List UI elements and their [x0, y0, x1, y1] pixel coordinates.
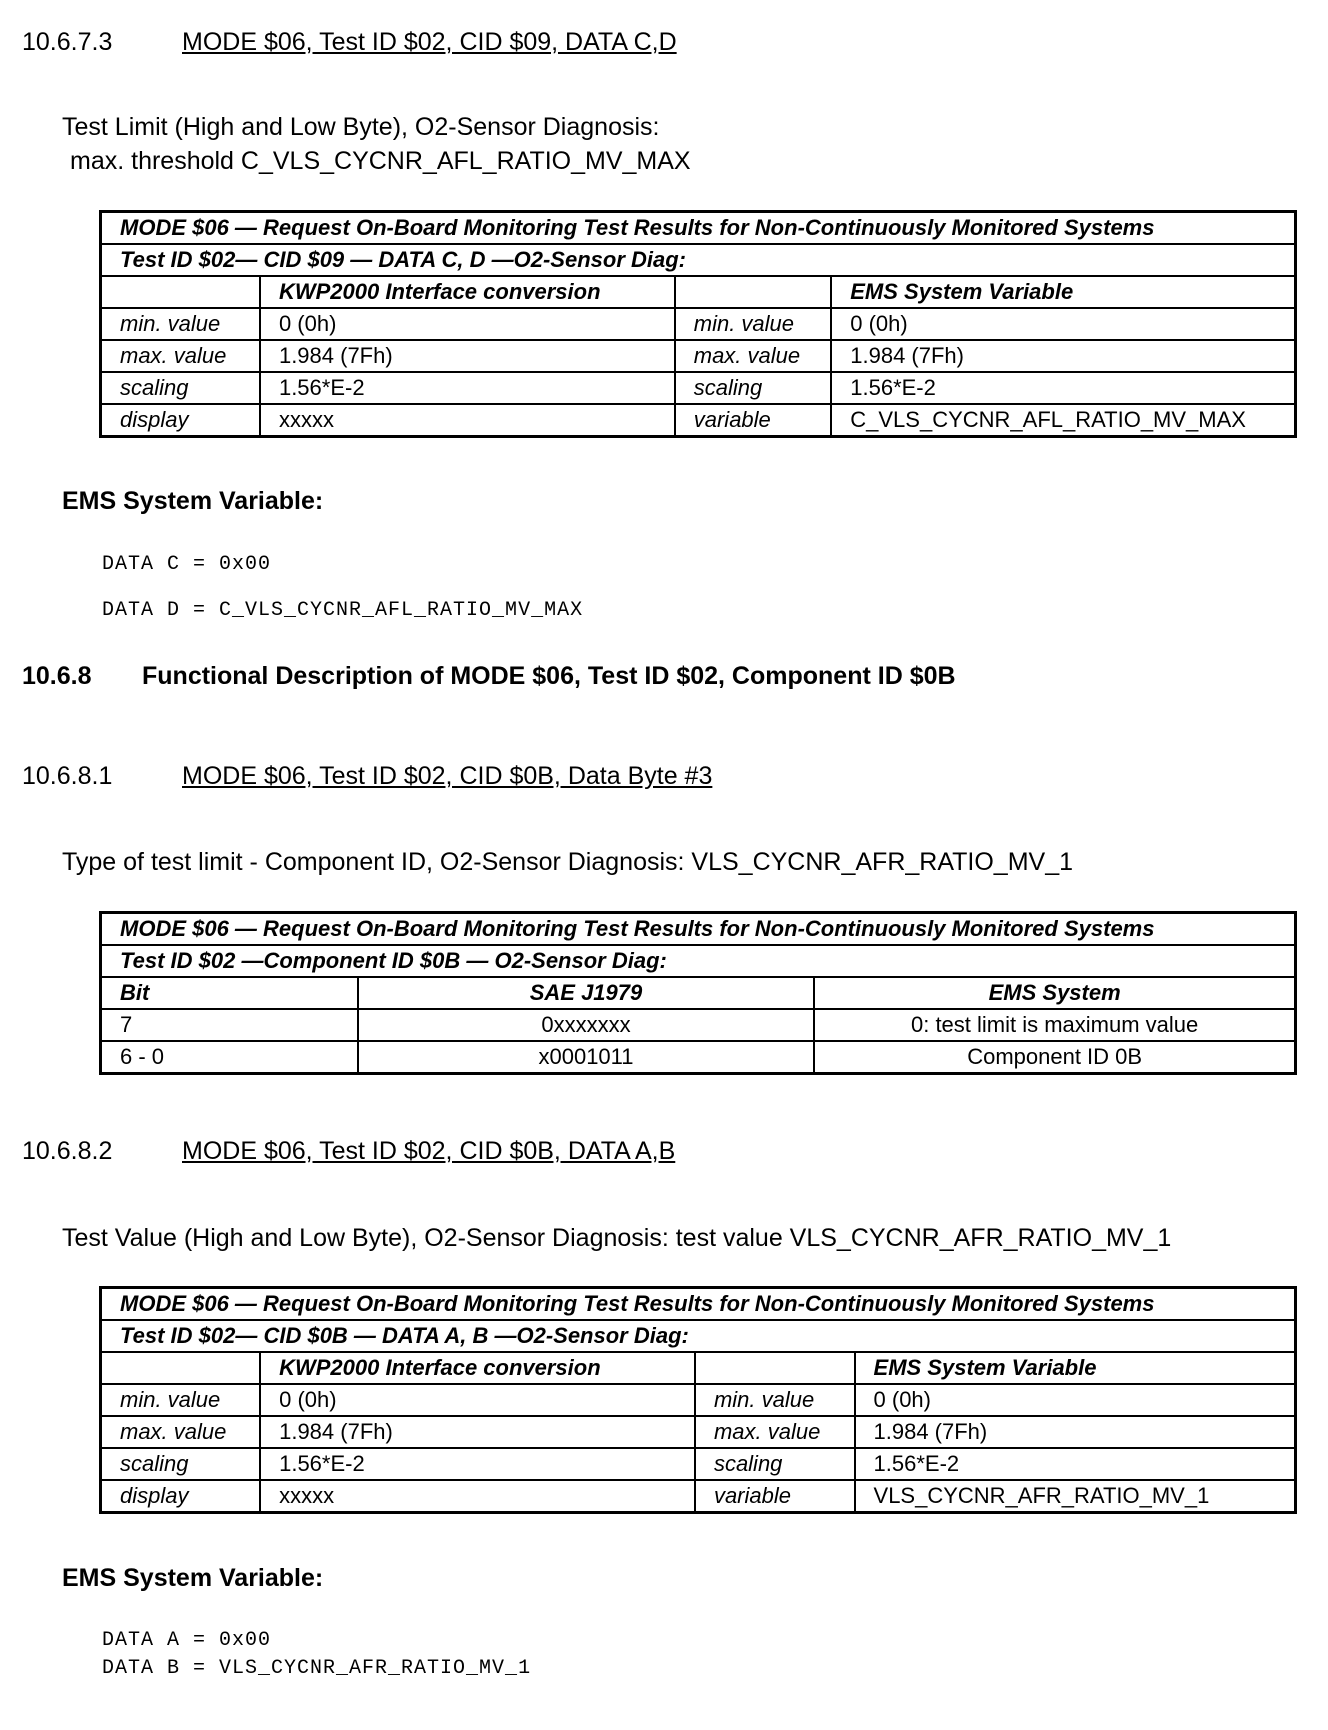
row-label: scaling: [101, 372, 260, 404]
row-value: 0 (0h): [260, 308, 675, 340]
row-value: 0 (0h): [831, 308, 1295, 340]
table-row: [101, 308, 1296, 340]
section-paragraph: Test Value (High and Low Byte), O2-Sensor Diagnosis: test value VLS_CYCNR_AFR_RATIO_MV_1: [62, 1224, 1172, 1252]
section-heading-10-6-8-2: [22, 1137, 675, 1166]
section-title: MODE $06, Test ID $02, CID $0B, Data Byte #3: [182, 762, 713, 790]
section-number: 10.6.8: [22, 662, 92, 690]
row-value: 1.56*E-2: [855, 1448, 1296, 1480]
row-value: 1.56*E-2: [831, 372, 1295, 404]
table-row: [101, 372, 1296, 404]
row-value: 1.56*E-2: [260, 372, 675, 404]
table-subtitle: Test ID $02— CID $0B — DATA A, B —O2-Sensor Diag:: [101, 1320, 1296, 1352]
column-header-ems: EMS System Variable: [831, 276, 1295, 308]
row-label: min. value: [101, 1384, 261, 1416]
row-label: display: [101, 404, 260, 437]
row-value: 0 (0h): [260, 1384, 695, 1416]
column-header-sae: SAE J1979: [358, 977, 815, 1009]
row-label: max. value: [675, 340, 832, 372]
table-row: [101, 1009, 1296, 1041]
row-label: max. value: [695, 1416, 855, 1448]
row-label: variable: [695, 1480, 855, 1513]
row-label: min. value: [675, 308, 832, 340]
row-value: C_VLS_CYCNR_AFL_RATIO_MV_MAX: [831, 404, 1295, 437]
table-subtitle: Test ID $02 —Component ID $0B — O2-Sensor Diag:: [101, 945, 1296, 977]
section-number: 10.6.8.2: [22, 1137, 113, 1165]
ems-variable-heading: EMS System Variable:: [62, 487, 324, 515]
row-label: max. value: [101, 1416, 261, 1448]
empty-cell: [101, 276, 260, 308]
empty-cell: [695, 1352, 855, 1384]
mode06-table-cid0b-ab: [99, 1286, 1297, 1514]
row-label: scaling: [101, 1448, 261, 1480]
table-title: MODE $06 — Request On-Board Monitoring Test Results for Non-Continuously Monitored Systems: [101, 1288, 1296, 1321]
column-header-kwp: KWP2000 Interface conversion: [260, 276, 675, 308]
column-header-kwp: KWP2000 Interface conversion: [260, 1352, 695, 1384]
table-subtitle: Test ID $02— CID $09 — DATA C, D —O2-Sensor Diag:: [101, 244, 1296, 276]
code-line: DATA D = C_VLS_CYCNR_AFL_RATIO_MV_MAX: [102, 599, 584, 622]
table-row: [101, 1384, 1296, 1416]
row-value: 1.984 (7Fh): [831, 340, 1295, 372]
row-value: 1.984 (7Fh): [260, 340, 675, 372]
table-title: MODE $06 — Request On-Board Monitoring Test Results for Non-Continuously Monitored Systems: [101, 212, 1296, 245]
empty-cell: [101, 1352, 261, 1384]
row-value: 1.984 (7Fh): [855, 1416, 1296, 1448]
table-row: [101, 1448, 1296, 1480]
section-heading-10-6-8: [22, 662, 956, 691]
ems-variable-heading: EMS System Variable:: [62, 1564, 324, 1592]
row-value: xxxxx: [260, 404, 675, 437]
code-line: DATA B = VLS_CYCNR_AFR_RATIO_MV_1: [102, 1657, 532, 1680]
row-value: 1.984 (7Fh): [260, 1416, 695, 1448]
table-row: [101, 1041, 1296, 1074]
column-header-ems: EMS System: [814, 977, 1295, 1009]
section-paragraph: [62, 110, 691, 178]
column-header-bit: Bit: [101, 977, 358, 1009]
section-number: 10.6.8.1: [22, 762, 113, 790]
row-value: 0 (0h): [855, 1384, 1296, 1416]
row-label: scaling: [675, 372, 832, 404]
row-label: max. value: [101, 340, 260, 372]
code-line: DATA C = 0x00: [102, 553, 272, 576]
row-value: 1.56*E-2: [260, 1448, 695, 1480]
table-row: [101, 404, 1296, 437]
section-heading-10-6-8-1: [22, 762, 712, 791]
table-row: [101, 1480, 1296, 1513]
row-label: scaling: [695, 1448, 855, 1480]
paragraph-line: Test Limit (High and Low Byte), O2-Sensor Diagnosis:: [62, 113, 660, 141]
column-header-ems: EMS System Variable: [855, 1352, 1296, 1384]
row-label: min. value: [101, 308, 260, 340]
section-paragraph: Type of test limit - Component ID, O2-Sensor Diagnosis: VLS_CYCNR_AFR_RATIO_MV_1: [62, 848, 1074, 876]
empty-cell: [675, 276, 832, 308]
row-label: variable: [675, 404, 832, 437]
row-value: xxxxx: [260, 1480, 695, 1513]
table-row: [101, 340, 1296, 372]
sae-cell: x0001011: [358, 1041, 815, 1074]
table-row: [101, 1416, 1296, 1448]
section-heading-10-6-7-3: [22, 28, 677, 57]
section-title: MODE $06, Test ID $02, CID $0B, DATA A,B: [182, 1137, 676, 1165]
mode06-table-cid0b-byte3: [99, 911, 1297, 1075]
section-title: MODE $06, Test ID $02, CID $09, DATA C,D: [182, 28, 677, 56]
row-value: VLS_CYCNR_AFR_RATIO_MV_1: [855, 1480, 1296, 1513]
ems-cell: 0: test limit is maximum value: [814, 1009, 1295, 1041]
bit-cell: 6 - 0: [101, 1041, 358, 1074]
section-number: 10.6.7.3: [22, 28, 113, 56]
row-label: min. value: [695, 1384, 855, 1416]
sae-cell: 0xxxxxxx: [358, 1009, 815, 1041]
ems-cell: Component ID 0B: [814, 1041, 1295, 1074]
table-title: MODE $06 — Request On-Board Monitoring Test Results for Non-Continuously Monitored Systems: [101, 913, 1296, 946]
code-line: DATA A = 0x00: [102, 1629, 272, 1652]
row-label: display: [101, 1480, 261, 1513]
bit-cell: 7: [101, 1009, 358, 1041]
section-title: Functional Description of MODE $06, Test ID $02, Component ID $0B: [142, 662, 956, 690]
mode06-table-cid09: [99, 210, 1297, 438]
paragraph-line: max. threshold C_VLS_CYCNR_AFL_RATIO_MV_MAX: [70, 147, 691, 175]
